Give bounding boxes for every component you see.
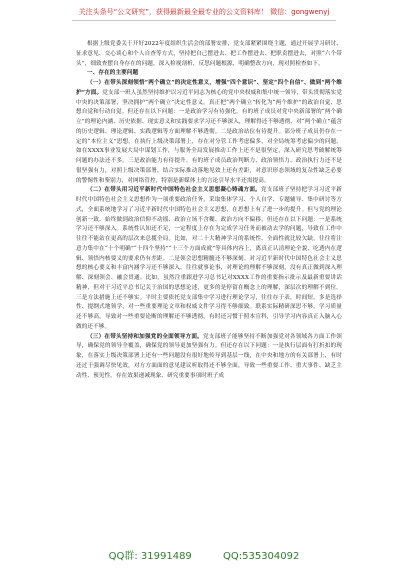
paragraph-text: 党支部一班人虽然坚持维护以习近平同志为核心的党中央权威和集中统一领导，带头贯彻落实党中央的决策部署，坚决拥护“两个确立”决定性意义，真正把“两个确立”转化为“两个维护”的政治自觉、思想自觉和行动自觉。但还存在以下问题：一是政治学习有待强化。有的班子成员对党中央新部署的“两个确立”的理论内涵、历史依据、现实意义和实践要求学习还不够深入，理解得还不够透彻，对“两个确立”蕴含的历史逻辑、理论逻辑、实践逻辑等方面理解不够透彻。二是政治站位有待提升。部分班子成员仍存在一定的“本位主义”思想，在执行上级决策部署上，存在对分管工作考虑偏多，对全局统筹考虑偏少的问题。如在XXXX事业发展大局中谋划工作，与服务全局发展推动工作上还不是很坚定，深入研究思考破解统筹问题的办法还不多。三是政治能力有待提升。有的班子成员政治判断力、政治领悟力、政治执行力还不是很坚强有力，对照上级决策部署，结合实际推动落地见效上还有差距，对意识形态领域的复杂性缺乏必要的警惕性和鉴别力，对网络管控，特别是新媒体上的言论引导水平还需提高。 (76, 89, 342, 184)
intro-paragraph: 根据上级党委关于开好2022年度组织生活会的部署安排，党支部紧紧围绕主题，通过开展学习研讨、征求意见、交心谈心和个人自查等方式，坚持把自己摆进去、把工作摆进去、把职责摆进去，对照“六个带头”，细致查摆自身存在的问题，深入检视剖析，反思问题根源，明确整改方向，现对照检查如下。 (76, 41, 342, 67)
paragraph-lead: （一）在带头深刻领悟“两个确立”的决定性意义，增强“四个意识”、坚定“四个自信”、做到“两个维护”方面。 (76, 80, 342, 96)
qq-group-label: QQ群: 31991489 (108, 551, 192, 562)
page-header-banner: 关注头条号“公文研究”，获得最新最全最专业的公文资料库！ 微信：gongwenyj (72, 4, 336, 21)
paragraph-item-2 (76, 186, 342, 332)
paragraph-lead: （三）在带头坚持和加强党的全面领导方面。 (87, 333, 203, 340)
document-body (76, 40, 342, 548)
qq-contact-label: QQ:535304092 (223, 551, 300, 562)
paragraph-item-3 (76, 333, 342, 382)
paragraph-text: 党支部班子坚持把学习习近平新时代中国特色社会主义思想作为一项重要政治任务，采取集体学习、个人自学、专题辅导、集中研讨等方式，全面系统地学习了习近平新时代中国特色社会主义思想，在思想上有了进一步的提升。但与党的理论创新一致、始终做到政治信仰不动摇、政治立场不含糊、政治方向不偏移，但还存在以下问题：一是系统学习还不够深入。系统性认知还不足，一定程度上存在为完成学习任务而被动去学的问题，导致在工作中往往不能站在更高的层次来总揽全局。比如，对二十大精神学习的系统性、全面性就比较欠缺，往往将注意力集中在“十个明确”“十四个坚持”“十三个方面成就”等具体内容上，离真正认清理论全貌、吃透内在逻辑、领悟内核要义的要求仍有差距。二是领会思想精髓还不够深刻。对习近平新时代中国特色社会主义思想的核心要义和丰富内涵学习还不够深入，往往就事论事，对理论的理解不够深刻，没有真正做到深入理解、深刻领会、融会贯通。比如，虽然注重跟进学习总书记对XXXX工作的重要指示批示及最新重要讲话精神，但对于习近平总书记关于治国的思想论述，更多的是停留在概念上的理解，深层次的理解不到位。三是方法措施上还不够实。平时主要依托党支部集中学习进行理论学习，往往存于表，时间短，多是选择性、提纲式地领学，对一些重要理论文章和权威文件学习得不够细致。联系实际精研深思不够，学习质量还不够高，导致对一些重要论断的理解还不够透彻。有时还习惯于照本宣科，引导学习内容真正入脑入心做的还不够。 (76, 187, 342, 330)
page-footer (0, 547, 408, 567)
paragraph-lead: （二）在带头用习近平新时代中国特色社会主义思想凝心铸魂方面。 (87, 187, 261, 194)
section-heading: 一、存在的主要问题 (87, 70, 139, 77)
paragraph-item-1 (76, 79, 342, 186)
paragraph-text: 党支部班子能够坚持不断加强党对各领域各方面工作领导，确保党的领导全覆盖，确保党的领导更加坚强有力。但还存在以下问题：一是执行层面有打折扣的现象，在落实上级决策部署上还有一些问题没有很好地传导到基层一线，在中央和地方的有关部署上，有时还过于强调尽快见效，对方方面面的意见建议听取得还不够全面，导致一些重要工作、重大事件、缺乏主动性、预见性，存在效果递减现象、研究重要事项时班子成 (76, 333, 342, 379)
